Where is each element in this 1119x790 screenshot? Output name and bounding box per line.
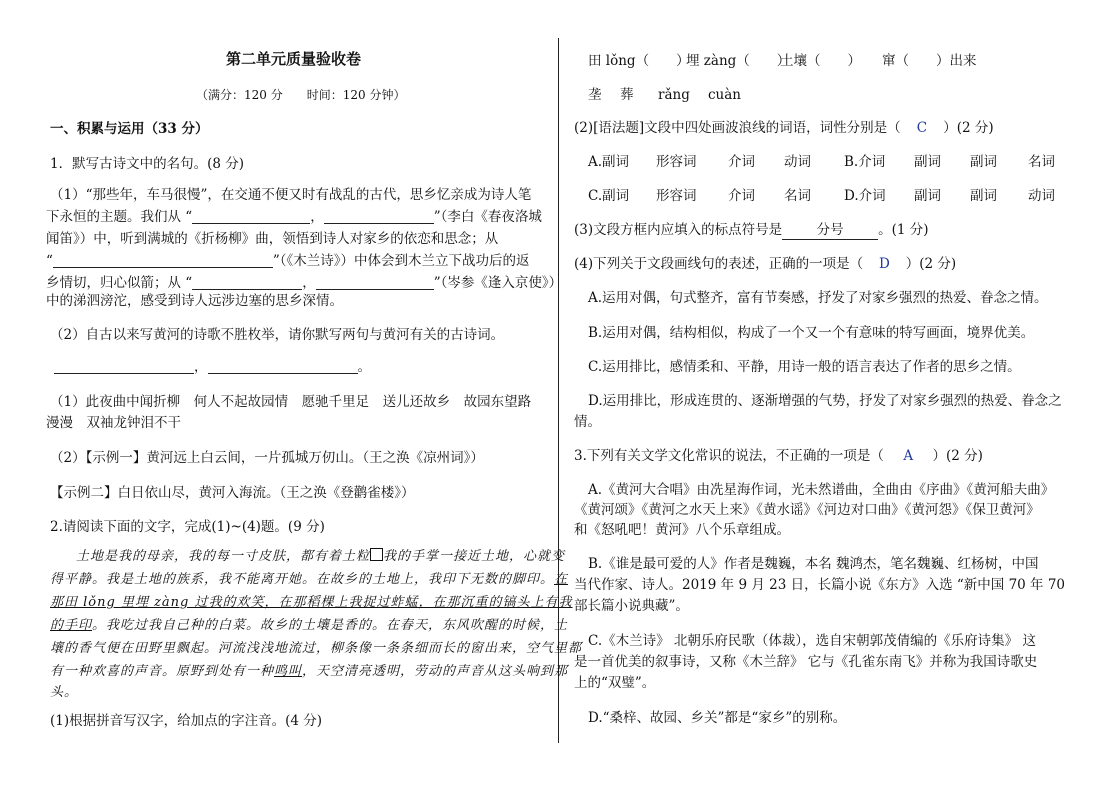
q1-p1-line1: （1）“那些年，车马很慢”，在交通不便又时有战乱的古代，思乡忆亲成为诗人笔 xyxy=(50,187,532,203)
text: 得平静。我是土地的族系，我不能离开她。在故乡的土地上，我印下无数的脚印。 xyxy=(50,572,555,587)
answer-row-4: cuàn xyxy=(708,87,741,103)
text: 我的手掌一接近土地，心就变 xyxy=(383,549,566,564)
text: ）(2 分) xyxy=(932,448,983,464)
text: (4)下列关于文段画线句的表述，正确的一项是（ xyxy=(574,256,864,272)
passage-line1 xyxy=(76,548,565,566)
sub2-opt-a3: 介词 xyxy=(728,154,755,170)
punctuation-box xyxy=(370,548,383,561)
sub2-opt-c2: 形容词 xyxy=(656,188,697,204)
sub2-opt-c1: C.副词 xyxy=(588,188,630,204)
sub4-option-b: B.运用对偶，结构相似，构成了一个又一个有意味的特写画面，境界优美。 xyxy=(588,325,1035,341)
passage-line5: 壤的香气便在田野里飘起。河流浅浅地流过，柳条像一条条细而长的窗出来，空气里都 xyxy=(50,641,583,656)
q3-option-b-line2: 当代作家、诗人。2019 年 9 月 23 日，长篇小说《东方》入选 “新中国 70 年 70 xyxy=(574,577,1066,593)
sub2-opt-a2: 形容词 xyxy=(656,154,697,170)
text: ，天空清亮透明，劳动的声音从这头响到那 xyxy=(302,664,569,679)
answer-blank[interactable] xyxy=(54,359,194,374)
q3-option-c-line3: 上的“双璧”。 xyxy=(574,675,656,691)
q2-heading: 2.请阅读下面的文字，完成(1)~(4)题。(9 分) xyxy=(50,519,325,535)
sub2-opt-a4: 动词 xyxy=(784,154,811,170)
sub2-opt-d1: D.介词 xyxy=(844,188,886,204)
q3-heading xyxy=(574,447,983,465)
answer-row-1: 垄 xyxy=(588,87,602,103)
q2-sub4 xyxy=(574,255,956,273)
answer-row-2: 葬 xyxy=(620,87,634,103)
text: ”（岑参《逢入京使》） xyxy=(433,275,563,291)
q3-option-c-line1: C.《木兰诗》 北朝乐府民歌（体裁），选自宋朝郭茂倩编的《乐府诗集》 这 xyxy=(588,633,1036,649)
q1-p1-line2 xyxy=(46,208,542,226)
sub2-opt-d4: 动词 xyxy=(1028,188,1055,204)
text: ）(2 分) xyxy=(943,120,994,136)
passage-line6 xyxy=(50,663,568,681)
q3-option-a-line2: 《黄河颂》《黄河之水天上来》《黄水谣》《河边对口曲》《黄河怨》《保卫黄河》 xyxy=(574,502,1040,518)
section-heading: 一、积累与运用（33 分） xyxy=(50,121,209,137)
q3-option-d: D.“桑梓、故园、乡关”都是“家乡”的别称。 xyxy=(588,710,847,726)
text: 。 xyxy=(357,359,371,375)
sub4-option-c: C.运用排比，感情柔和、平静，用诗一般的语言表达了作者的思乡之情。 xyxy=(588,359,1021,375)
answer-text: C xyxy=(916,120,928,136)
sub2-opt-b4: 名词 xyxy=(1028,154,1055,170)
answer-fill: 分号 xyxy=(782,221,878,240)
text: 有一种欢喜的声音。原野到处有一种 xyxy=(50,664,275,679)
text: ， xyxy=(310,209,324,225)
q1-p1-line6: 中的涕泗滂沱，感受到诗人远涉边塞的思乡深情。 xyxy=(46,293,343,309)
q1-heading: 1．默写古诗文中的名句。(8 分) xyxy=(50,156,245,172)
sub2-opt-d3: 副词 xyxy=(970,188,997,204)
text: ”（《木兰诗》）中体会到木兰立下战功后的返 xyxy=(272,253,530,269)
q3-option-c-line2: 是一首优美的叙事诗，又称《木兰辞》 它与《孔雀东南飞》并称为我国诗歌史 xyxy=(574,654,1038,670)
text: ”（李白《春夜洛城 xyxy=(433,209,542,225)
answer-blank[interactable] xyxy=(316,275,434,290)
answer-text: A xyxy=(903,448,914,464)
q2-sub2 xyxy=(574,119,994,137)
column-divider xyxy=(558,38,559,743)
q2-sub1: (1)根据拼音写汉字，给加点的字注音。(4 分) xyxy=(50,713,323,729)
page-subtitle: （满分：120 分 时间：120 分钟） xyxy=(196,88,406,102)
sub2-opt-b2: 副词 xyxy=(914,154,941,170)
pinyin-item-3: 土壤（ ） xyxy=(780,53,861,69)
text: (3)文段方框内应填入的标点符号是 xyxy=(574,222,783,238)
passage-line4 xyxy=(50,617,568,635)
text: 。我吃过我自己种的白菜。故乡的土壤是香的。在春天，东风吹醒的时候，土 xyxy=(92,618,569,633)
text: 下永恒的主题。我们从 “ xyxy=(46,209,193,225)
passage-line7: 头。 xyxy=(50,685,79,700)
q3-option-b-line1: B.《谁是最可爱的人》作者是魏巍，本名 魏鸿杰，笔名魏巍、红杨树，中国 xyxy=(588,556,1039,572)
q1-answer1-line2: 漫漫 双袖龙钟泪不干 xyxy=(46,415,181,431)
text: 土地是我的母亲，我的每一寸皮肤，都有着土粒 xyxy=(76,549,371,564)
text: 3.下列有关文学文化常识的说法，不正确的一项是（ xyxy=(574,448,884,464)
q1-answer2-line2: 【示例二】白日依山尽，黄河入海流。（王之涣《登鹳雀楼》） xyxy=(50,485,415,501)
sub2-opt-a1: A.副词 xyxy=(588,154,630,170)
text: 。(1 分) xyxy=(878,222,929,238)
text: (2)[语法题]文段中四处画波浪线的词语，词性分别是（ xyxy=(574,120,901,136)
q2-sub3 xyxy=(574,221,929,240)
passage-line3: 那田 lǒng 里埋 zàng 过我的欢笑，在那稻棵上我捉过蚱蜢，在那沉重的镐头上有我 xyxy=(50,595,573,610)
q1-p1-line4 xyxy=(46,252,530,270)
text: ）(2 分) xyxy=(905,256,957,272)
answer-blank[interactable] xyxy=(53,253,273,268)
text: “ xyxy=(46,253,53,269)
answer-text: D xyxy=(879,256,890,272)
text: ， xyxy=(302,275,316,291)
sub2-opt-c4: 名词 xyxy=(784,188,811,204)
pinyin-item-2: 埋 zàng（ ） xyxy=(686,53,791,69)
sub2-opt-c3: 介词 xyxy=(728,188,755,204)
text: 乡情切，归心似箭；从 “ xyxy=(46,275,193,291)
sub2-opt-d2: 副词 xyxy=(914,188,941,204)
answer-blank[interactable] xyxy=(192,275,302,290)
sub2-opt-b3: 副词 xyxy=(970,154,997,170)
sub4-option-d-line2: 情。 xyxy=(574,414,601,430)
answer-blank[interactable] xyxy=(208,359,358,374)
underlined-text: 的手印 xyxy=(50,618,93,633)
underlined-text: 鸣叫 xyxy=(274,664,303,679)
q1-p2-line2 xyxy=(54,358,371,376)
q3-option-a-line1: A.《黄河大合唱》由冼星海作词，光未然谱曲，全曲由《序曲》《黄河船夫曲》 xyxy=(588,482,1055,498)
q3-option-b-line3: 部长篇小说典藏”。 xyxy=(574,598,689,614)
pinyin-item-1: 田 lǒng（ ） xyxy=(588,53,690,69)
answer-row-3: rǎng xyxy=(658,87,690,103)
answer-blank[interactable] xyxy=(324,209,434,224)
sub2-opt-b1: B.介词 xyxy=(844,154,886,170)
underlined-text: 在 xyxy=(554,572,569,587)
q3-option-a-line3: 和《怒吼吧！黄河》八个乐章组成。 xyxy=(574,522,790,538)
answer-blank[interactable] xyxy=(192,209,310,224)
q1-p1-line5 xyxy=(46,274,562,292)
sub4-option-a: A.运用对偶，句式整齐，富有节奏感，抒发了对家乡强烈的热爱、眷念之情。 xyxy=(588,290,1048,306)
passage-line2 xyxy=(50,571,568,589)
q1-p2-line1: （2）自古以来写黄河的诗歌不胜枚举，请你默写两句与黄河有关的古诗词。 xyxy=(50,327,505,343)
text: ， xyxy=(194,359,208,375)
page-title: 第二单元质量验收卷 xyxy=(226,50,362,68)
q1-p1-line3: 闻笛》）中，听到满城的《折杨柳》曲，领悟到诗人对家乡的依恋和思念；从 xyxy=(46,231,499,247)
q1-answer1-line1: （1）此夜曲中闻折柳 何人不起故园情 愿驰千里足 送儿还故乡 故园东望路 xyxy=(50,394,532,410)
q1-answer2-line1: （2）【示例一】黄河远上白云间，一片孤城万仞山。（王之涣《凉州词》） xyxy=(50,450,484,466)
sub4-option-d-line1: D.运用排比，形成连贯的、逐渐增强的气势，抒发了对家乡强烈的热爱、眷念之 xyxy=(588,393,1062,409)
pinyin-item-4: 窜（ ）出来 xyxy=(882,53,977,69)
